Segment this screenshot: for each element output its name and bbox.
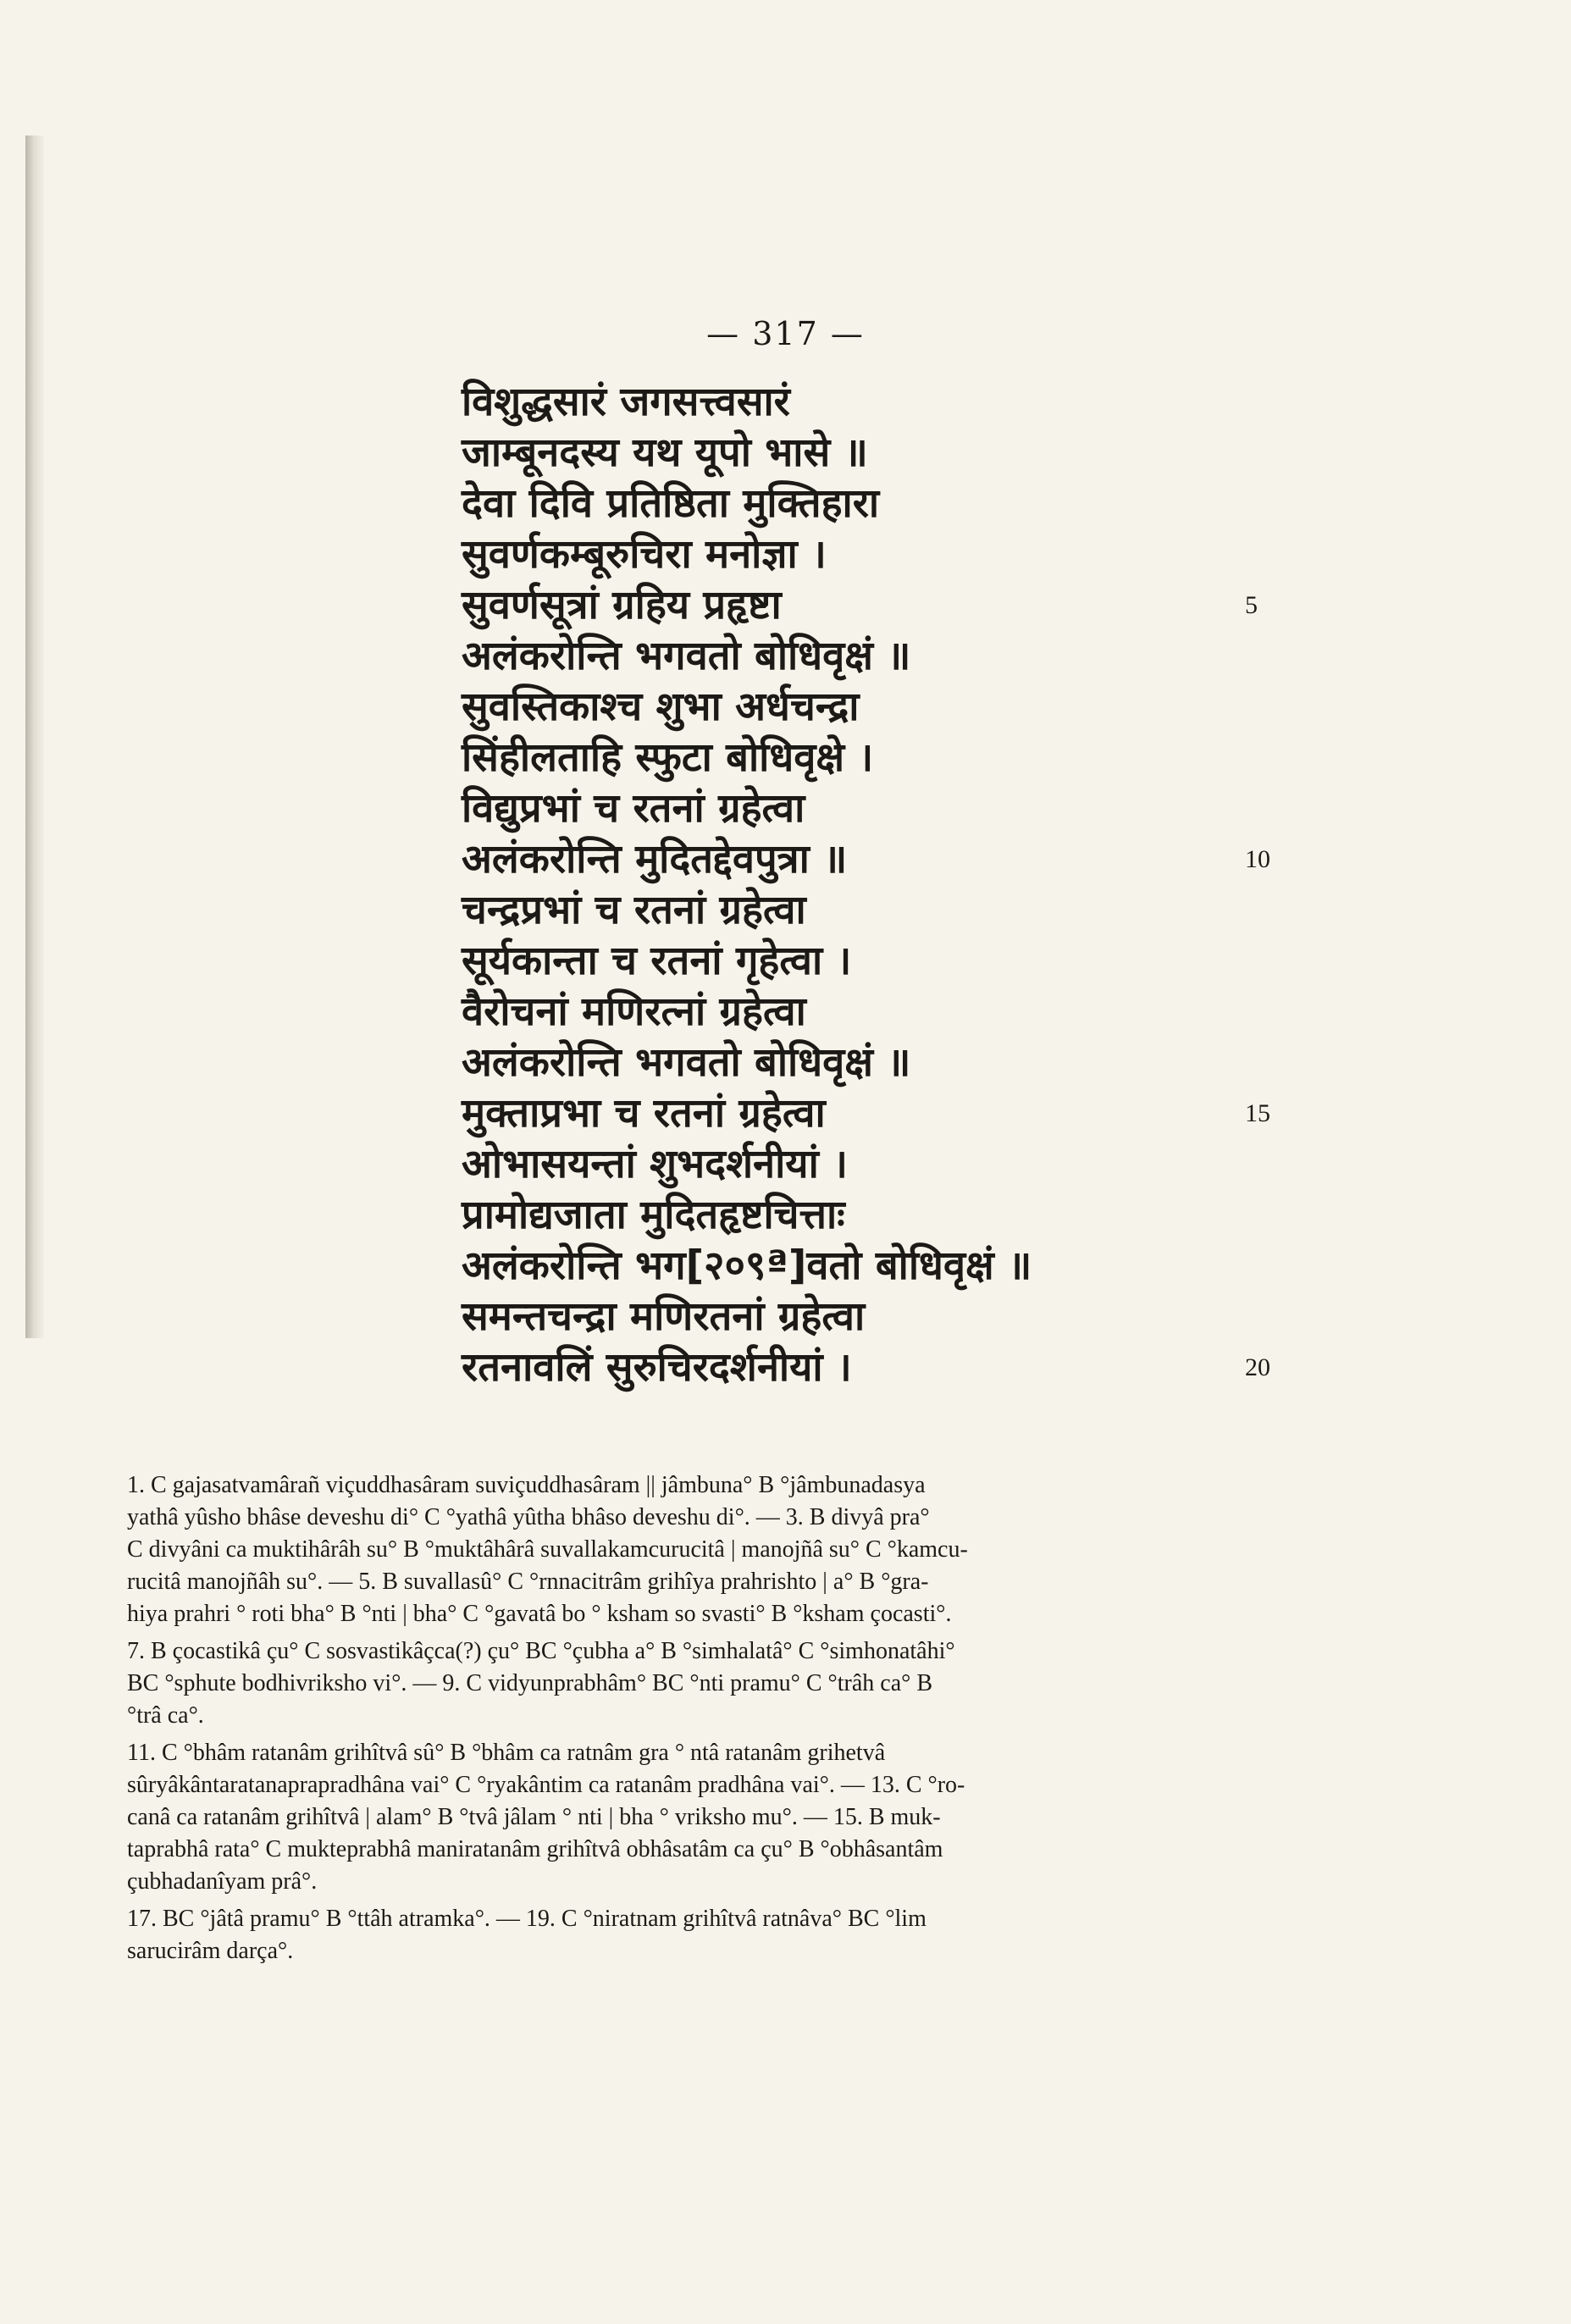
- verse-text: अलंकरोन्ति भगवतो बोधिवृक्षं ॥: [462, 633, 911, 679]
- verse-line: [462, 1139, 1351, 1190]
- line-number: 20: [1245, 1353, 1270, 1381]
- line-number: 5: [1245, 591, 1258, 619]
- verse-line: [462, 783, 1351, 834]
- line-number: 10: [1245, 845, 1270, 873]
- verse-text: समन्तचन्द्रा मणिरतनां ग्रहेत्वा: [462, 1293, 866, 1340]
- verse-line: [462, 1190, 1351, 1241]
- verse-line: [462, 1342, 1351, 1393]
- verse-line: [462, 1088, 1351, 1139]
- verse-text: विद्युप्रभां च रतनां ग्रहेत्वा: [462, 785, 805, 832]
- verse-line: [462, 631, 1351, 682]
- page-number: — 317 —: [706, 315, 865, 352]
- verse-text: जाम्बूनदस्य यथ यूपो भासे ॥: [462, 429, 868, 476]
- verse-text: सुवर्णसूत्रां ग्रहिय प्रहृष्टा: [462, 582, 782, 628]
- verse-text: चन्द्रप्रभां च रतनां ग्रहेत्वा: [462, 887, 806, 933]
- verse-line: [462, 733, 1351, 783]
- verse-line: [462, 1292, 1351, 1342]
- verse-text: अलंकरोन्ति भगवतो बोधिवृक्षं ॥: [462, 1039, 911, 1086]
- line-number: 15: [1245, 1099, 1270, 1127]
- verse-text: वैरोचनां मणिरत्नां ग्रहेत्वा: [462, 988, 806, 1035]
- footnote-line: C divyâni ca muktihârâh su° B °muktâhârâ suvallakamcurucitâ | manojñâ su° C °kamcu-: [127, 1536, 968, 1563]
- footnote-line: sûryâkântaratanaprapradhâna vai° C °ryakântim ca ratanâm pradhâna vai°. — 13. C °ro-: [127, 1772, 965, 1798]
- verse-text: अलंकरोन्ति मुदितद्देवपुत्रा ॥: [462, 836, 848, 883]
- footnote-line: çubhadanîyam prâ°.: [127, 1868, 318, 1895]
- verse-line: [462, 479, 1351, 529]
- footnote-line: 11. C °bhâm ratanâm grihîtvâ sû° B °bhâm ca ratnâm gra ° ntâ ratanâm grihetvâ: [127, 1740, 886, 1766]
- footnotes: [127, 1469, 1228, 1973]
- verse-line: [462, 834, 1351, 885]
- verse-line: [462, 377, 1351, 428]
- footnote-line: °trâ ca°.: [127, 1702, 204, 1729]
- verse-line: [462, 529, 1351, 580]
- verse-text: सूर्यकान्ता च रतनां गृहेत्वा ।: [462, 938, 852, 984]
- footnote-line: sarucirâm darça°.: [127, 1938, 294, 1964]
- verse-line: [462, 682, 1351, 733]
- verse-text: सुवर्णकम्बूरुचिरा मनोज्ञा ।: [462, 531, 827, 578]
- footnote-line: taprabhâ rata° C mukteprabhâ maniratanâm grihîtvâ obhâsatâm ca çu° B °obhâsantâm: [127, 1836, 943, 1862]
- verse-line: [462, 936, 1351, 987]
- verse-line: [462, 987, 1351, 1038]
- footnote-paragraph: [127, 1469, 1228, 1630]
- verse-line: [462, 1241, 1351, 1292]
- footnote-paragraph: [127, 1737, 1228, 1898]
- footnote-line: 7. B çocastikâ çu° C sosvastikâçca(?) çu° BC °çubha a° B °simhalatâ° C °simhonatâhi°: [127, 1638, 955, 1664]
- verse-text: रतनावलिं सुरुचिरदर्शनीयां ।: [462, 1344, 852, 1391]
- verse-text: सुवस्तिकाश्च शुभा अर्धचन्द्रा: [462, 683, 860, 730]
- verse-text: प्रामोद्यजाता मुदितहृष्टचित्ताः: [462, 1192, 845, 1238]
- verse-text: ओभासयन्तां शुभदर्शनीयां ।: [462, 1141, 848, 1187]
- footnote-line: yathâ yûsho bhâse deveshu di° C °yathâ yûtha bhâso deveshu di°. — 3. B divyâ pra°: [127, 1504, 930, 1530]
- footnote-paragraph: [127, 1635, 1228, 1732]
- verse-text: अलंकरोन्ति भग[२०९ª]वतो बोधिवृक्षं ॥: [462, 1242, 1032, 1289]
- verse-text: मुक्ताप्रभा च रतनां ग्रहेत्वा: [462, 1090, 826, 1137]
- verse-line: [462, 1038, 1351, 1088]
- footnote-line: 17. BC °jâtâ pramu° B °ttâh atramka°. — 19. C °niratnam grihîtvâ ratnâva° BC °lim: [127, 1906, 927, 1932]
- verse-text: सिंहीलताहि स्फुटा बोधिवृक्षे ।: [462, 734, 874, 781]
- footnote-line: rucitâ manojñâh su°. — 5. B suvallasû° C °rnnacitrâm grihîya prahrishto | a° B °gra-: [127, 1569, 929, 1595]
- verse-line: [462, 885, 1351, 936]
- verse-line: [462, 580, 1351, 631]
- footnote-line: hiya prahri ° roti bha° B °nti | bha° C °gavatâ bo ° ksham so svasti° B °ksham çocasti°.: [127, 1601, 952, 1627]
- verse-line: [462, 428, 1351, 479]
- verse-block: [462, 377, 1351, 1393]
- footnote-line: 1. C gajasatvamârañ viçuddhasâram suviçuddhasâram || jâmbuna° B °jâmbunadasya: [127, 1472, 926, 1498]
- footnote-line: canâ ca ratanâm grihîtvâ | alam° B °tvâ jâlam ° nti | bha ° vriksho mu°. — 15. B muk-: [127, 1804, 941, 1830]
- footnote-paragraph: [127, 1903, 1228, 1967]
- verse-text: विशुद्धसारं जगसत्त्वसारं: [462, 379, 790, 425]
- verse-text: देवा दिवि प्रतिष्ठिता मुक्तिहारा: [462, 480, 880, 527]
- footnote-line: BC °sphute bodhivriksho vi°. — 9. C vidyunprabhâm° BC °nti pramu° C °trâh ca° B: [127, 1670, 932, 1696]
